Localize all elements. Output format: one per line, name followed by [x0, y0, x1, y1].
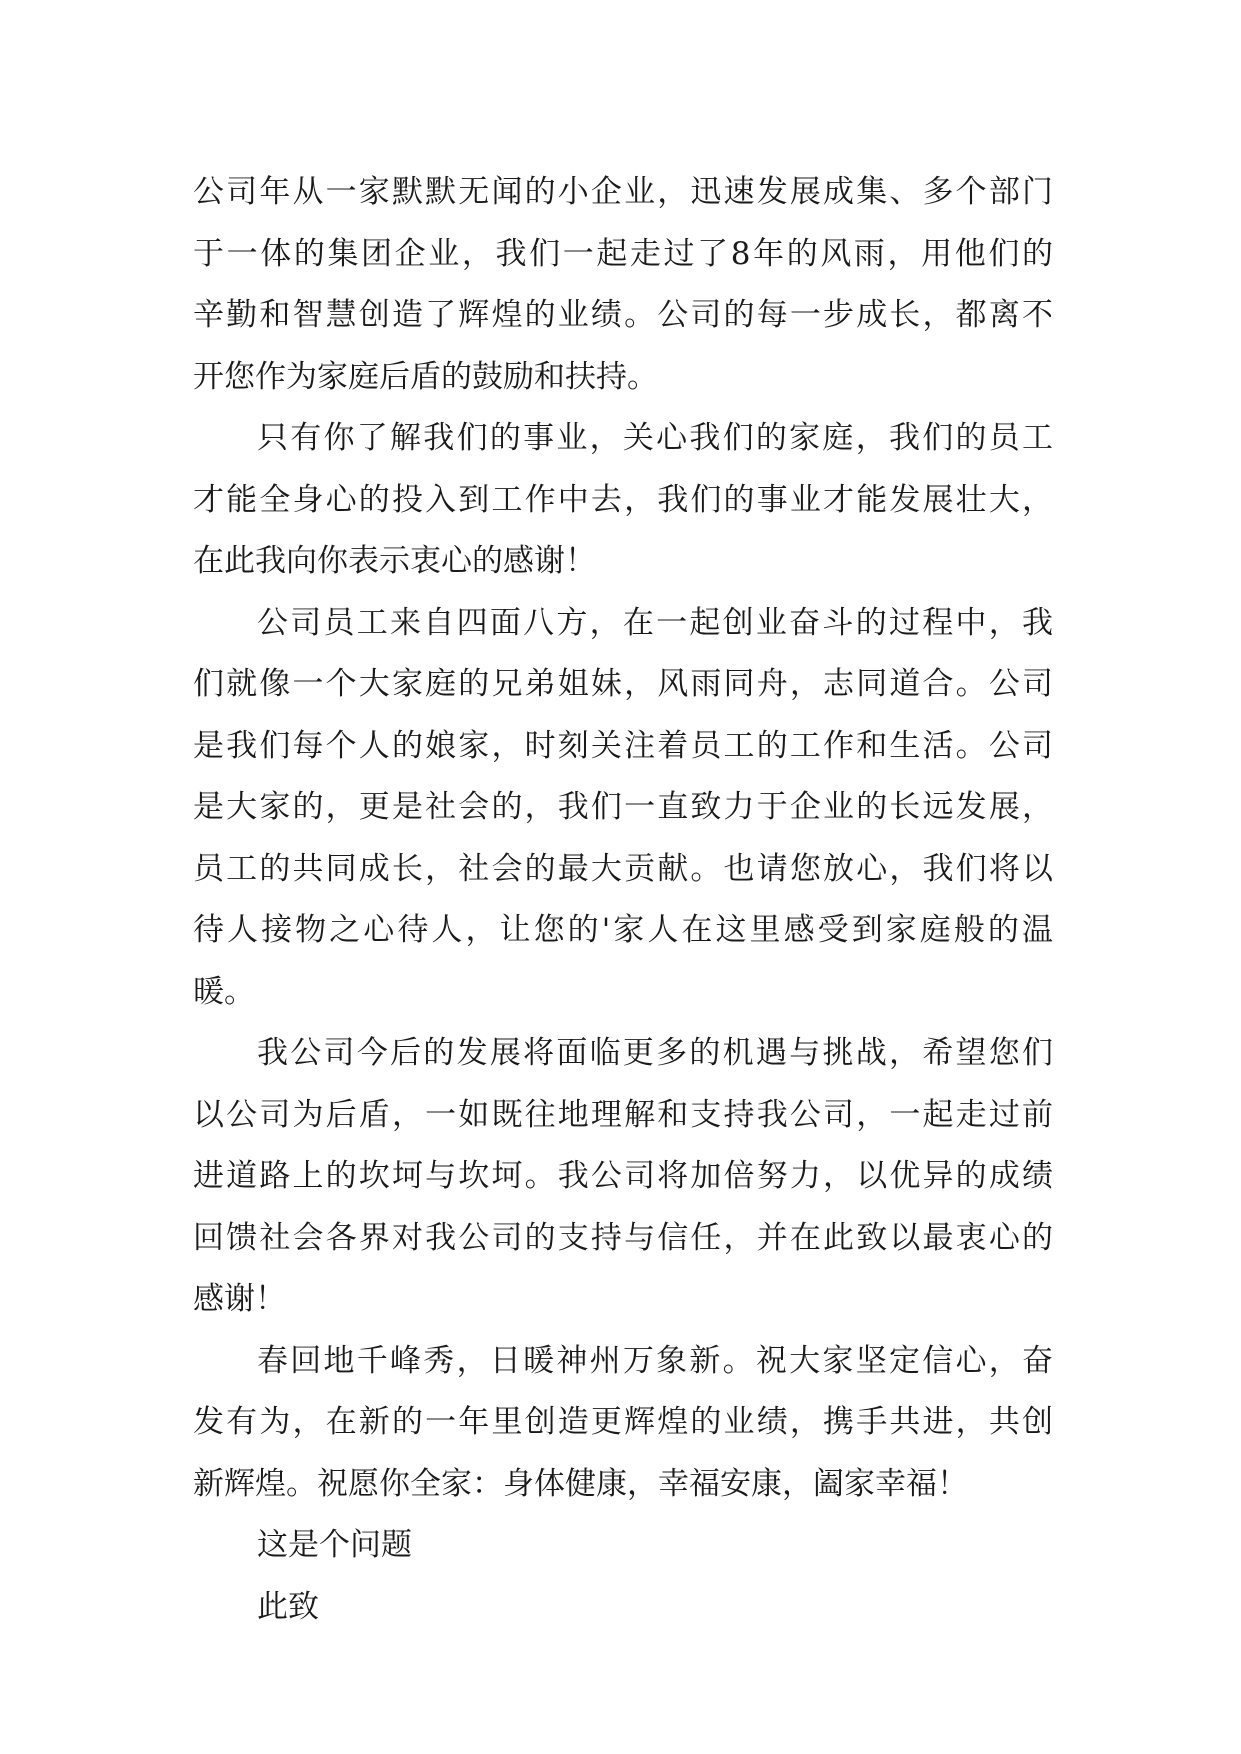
text-line: 回馈社会各界对我公司的支持与信任，并在此致以最衷心的	[193, 1219, 1053, 1256]
letter-body	[193, 162, 1053, 1638]
text-line: 新辉煌。祝愿你全家：身体健康，幸福安康，阖家幸福！	[193, 1465, 968, 1502]
text-line: 这是个问题	[257, 1527, 412, 1563]
closing-salutation: 此致	[257, 1588, 319, 1625]
text-line: 待人接物之心待人，让您的'家人在这里感受到家庭般的温	[193, 912, 1053, 948]
text-line: 才能全身心的投入到工作中去，我们的事业才能发展壮大，	[193, 481, 1053, 518]
text-line: 春回地千峰秀，日暖神州万象新。祝大家坚定信心，奋	[257, 1342, 1053, 1379]
text-line: 公司年从一家默默无闻的小企业，迅速发展成集、多个部门	[193, 174, 1053, 210]
text-line: 我公司今后的发展将面临更多的机遇与挑战，希望您们	[257, 1035, 1053, 1071]
text-line: 开您作为家庭后盾的鼓励和扶持。	[193, 358, 658, 395]
text-line: 在此我向你表示衷心的感谢！	[193, 543, 596, 579]
text-line: 发有为，在新的一年里创造更辉煌的业绩，携手共进，共创	[193, 1404, 1053, 1440]
text-line: 们就像一个大家庭的兄弟姐妹，风雨同舟，志同道合。公司	[193, 666, 1053, 702]
text-line: 只有你了解我们的事业，关心我们的家庭，我们的员工	[257, 420, 1053, 456]
text-line: 感谢！	[193, 1281, 286, 1317]
text-line: 辛勤和智慧创造了辉煌的业绩。公司的每一步成长，都离不	[193, 297, 1053, 333]
text-line: 是我们每个人的娘家，时刻关注着员工的工作和生活。公司	[193, 727, 1053, 764]
text-line: 暖。	[193, 973, 255, 1010]
text-line: 于一体的集团企业，我们一起走过了8年的风雨，用他们的	[193, 235, 1053, 272]
text-line: 员工的共同成长，社会的最大贡献。也请您放心，我们将以	[193, 850, 1053, 887]
text-line: 是大家的，更是社会的，我们一直致力于企业的长远发展，	[193, 789, 1053, 825]
text-line: 进道路上的坎坷与坎坷。我公司将加倍努力，以优异的成绩	[193, 1158, 1053, 1194]
text-line: 公司员工来自四面八方，在一起创业奋斗的过程中，我	[257, 604, 1053, 641]
text-line: 以公司为后盾，一如既往地理解和支持我公司，一起走过前	[193, 1096, 1053, 1133]
